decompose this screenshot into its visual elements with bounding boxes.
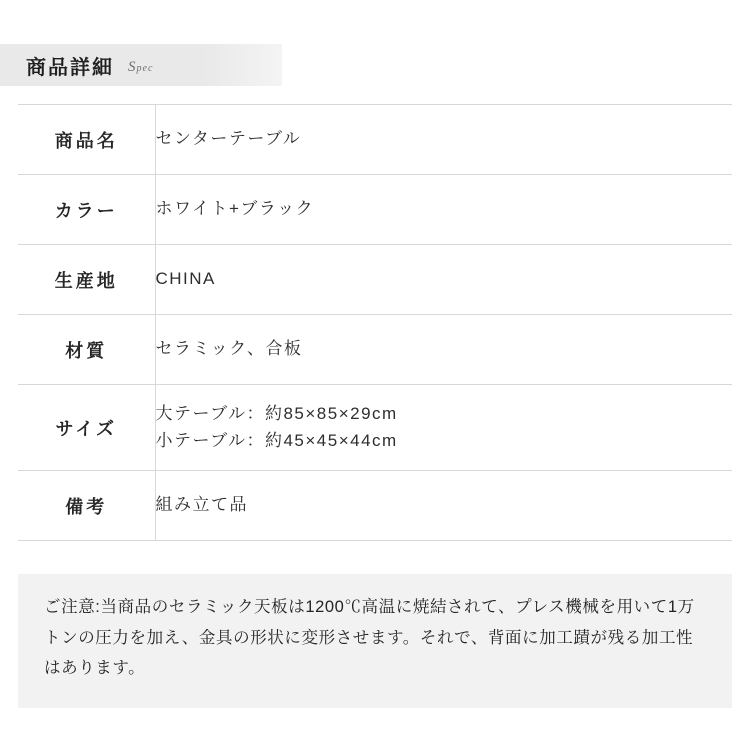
spec-value-line: 大テーブル：約85×85×29cm bbox=[155, 404, 398, 424]
table-row bbox=[18, 315, 732, 385]
spec-value-origin bbox=[155, 245, 732, 315]
note-box bbox=[18, 574, 732, 708]
note-text: ご注意:当商品のセラミック天板は1200℃高温に焼結されて、プレス機械を用いて1万トンの圧力を加え、金具の形状に変形させます。それで、背面に加工蹟が残る加工性はあります。 bbox=[44, 598, 695, 678]
table-row bbox=[18, 175, 732, 245]
spec-table bbox=[18, 104, 732, 541]
table-row bbox=[18, 245, 732, 315]
spec-label-remarks: 備考 bbox=[18, 471, 155, 541]
spec-label-size: サイズ bbox=[18, 385, 155, 471]
spec-value-product-name bbox=[155, 105, 732, 175]
spec-label-product-name: 商品名 bbox=[18, 105, 155, 175]
page-title-latin-rest: pec bbox=[136, 62, 154, 74]
spec-value-line: ホワイト+ブラック bbox=[155, 199, 315, 219]
table-row bbox=[18, 471, 732, 541]
table-row bbox=[18, 385, 732, 471]
spec-label-origin: 生産地 bbox=[18, 245, 155, 315]
spec-value-material bbox=[155, 315, 732, 385]
spec-value-line: 小テーブル：約45×45×44cm bbox=[155, 430, 398, 450]
page-title-latin bbox=[128, 59, 153, 76]
spec-label-color: カラー bbox=[18, 175, 155, 245]
table-row bbox=[18, 105, 732, 175]
spec-value-line: CHINA bbox=[155, 269, 216, 289]
section-header bbox=[0, 44, 282, 86]
spec-value-color bbox=[155, 175, 732, 245]
spec-value-remarks bbox=[155, 471, 732, 541]
spec-value-line: センターテーブル bbox=[155, 129, 302, 149]
spec-value-line: セラミック、合板 bbox=[155, 339, 303, 359]
page-title: 商品詳細 bbox=[26, 56, 114, 79]
page-title-latin-initial: S bbox=[128, 58, 137, 75]
spec-label-material: 材質 bbox=[18, 315, 155, 385]
spec-value-line: 組み立て品 bbox=[155, 495, 248, 515]
spec-value-size bbox=[155, 385, 732, 471]
